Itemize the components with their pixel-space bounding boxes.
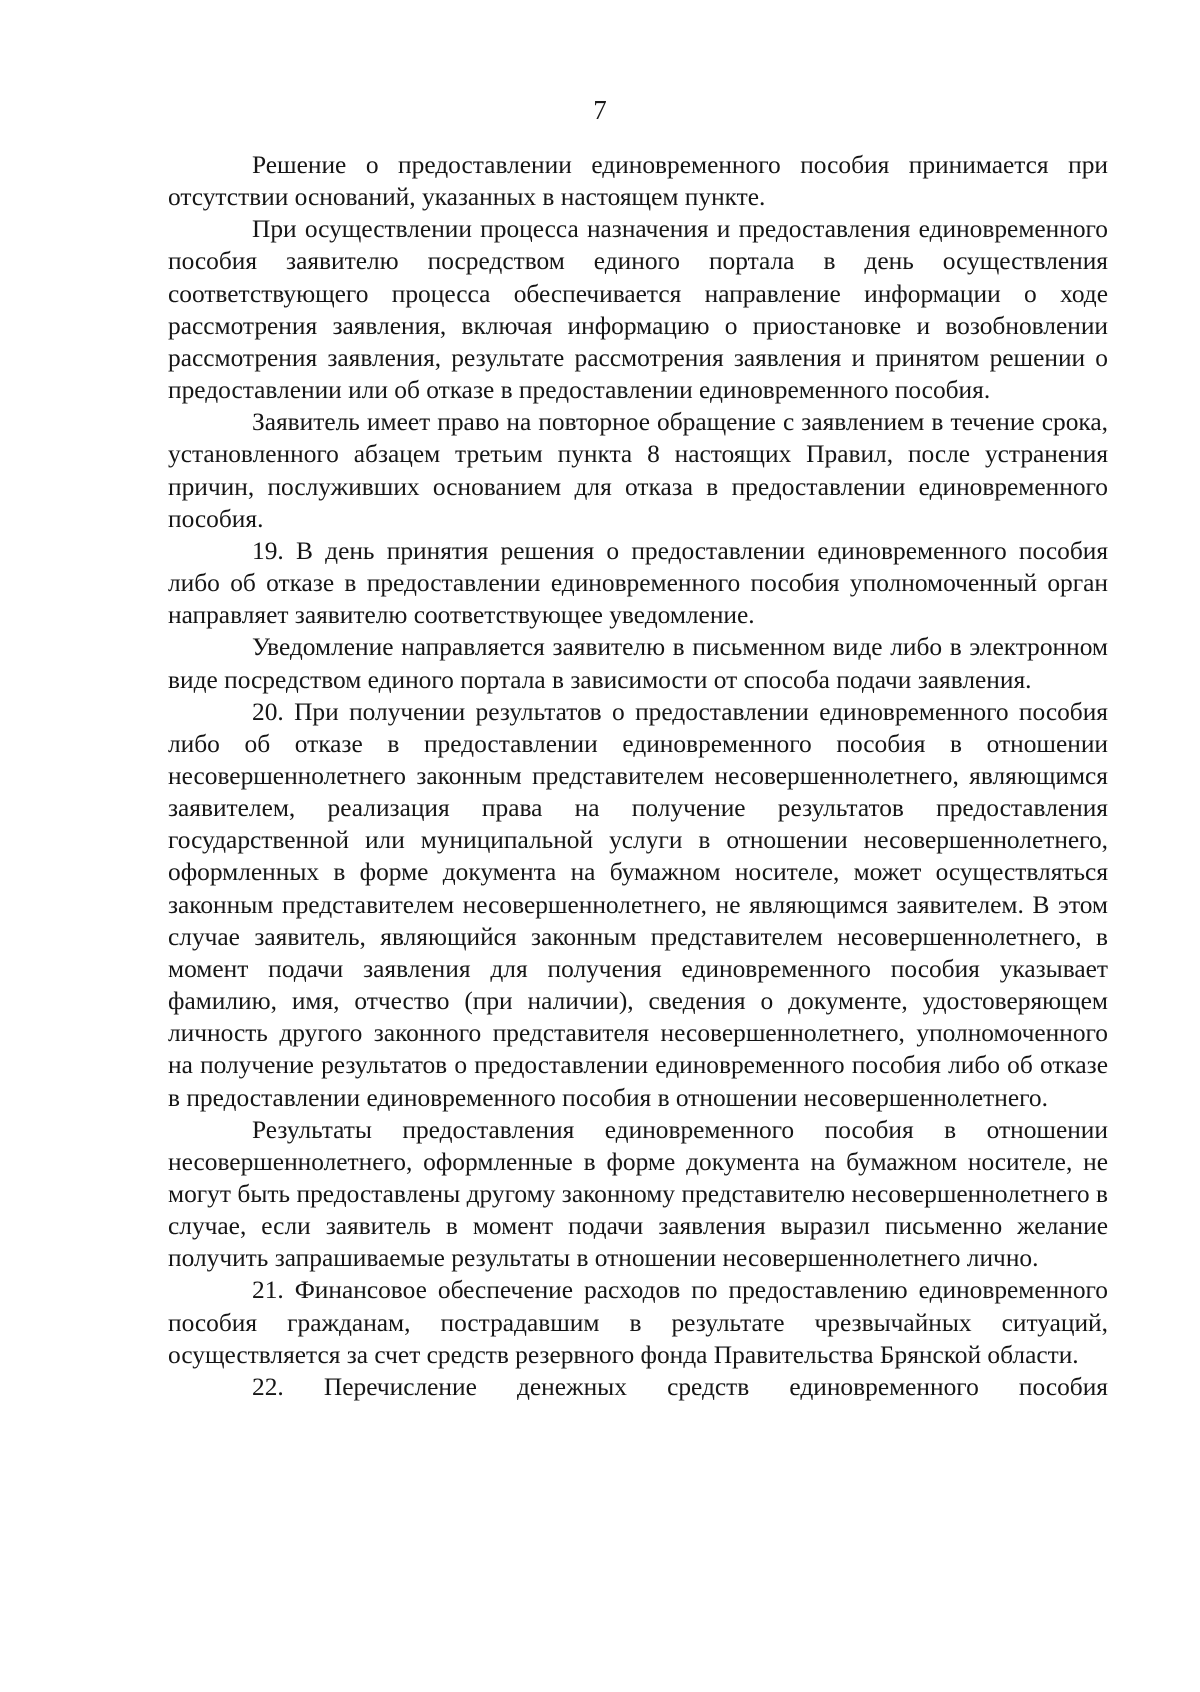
paragraph-portal-notification: При осуществлении процесса назначения и предоставления единовременного пособия заявителю посредством единого портала в день осуществления соответствующего процесса обеспечивается направление информации о ходе рассмотрения заявления, включая информацию о приостановке и возобновлении рассмотрения заявления, результате рассмотрения заявления и принятом решении о предоставлении или об отказе в предоставлении единовременного пособия. bbox=[168, 215, 1108, 405]
page-number: 7 bbox=[593, 95, 607, 125]
paragraph-minor-results: Результаты предоставления единовременного пособия в отношении несовершеннолетнего, оформленные в форме документа на бумажном носителе, не могут быть предоставлены другому законному представителю несовершеннолетнего в случае, если заявитель в момент подачи заявления выразил письменно желание получить запрашиваемые результаты в отношении несовершеннолетнего лично. bbox=[168, 1115, 1108, 1273]
paragraph-decision-conditions: Решение о предоставлении единовременного пособия принимается при отсутствии оснований, указанных в настоящем пункте. bbox=[168, 151, 1108, 212]
paragraph-notice-delivery: Уведомление направляется заявителю в письменном виде либо в электронном виде посредством единого портала в зависимости от способа подачи заявления. bbox=[168, 633, 1108, 694]
document-body bbox=[168, 149, 1108, 1403]
paragraph-item-20: 20. При получении результатов о предоставлении единовременного пособия либо об отказе в предоставлении единовременного пособия в отношении несовершеннолетнего законным представителем несовершеннолетнего, являющимся заявителем, реализация права на получение результатов предоставления государственной или муниципальной услуги в отношении несовершеннолетнего, оформленных в форме документа на бумажном носителе, может осуществляться законным представителем несовершеннолетнего, не являющимся заявителем. В этом случае заявитель, являющийся законным представителем несовершеннолетнего, в момент подачи заявления для получения единовременного пособия указывает фамилию, имя, отчество (при наличии), сведения о документе, удостоверяющем личность другого законного представителя несовершеннолетнего, уполномоченного на получение результатов о предоставлении единовременного пособия либо об отказе в предоставлении единовременного пособия в отношении несовершеннолетнего. bbox=[168, 697, 1108, 1112]
paragraph-item-19: 19. В день принятия решения о предоставлении единовременного пособия либо об отказе в предоставлении единовременного пособия уполномоченный орган направляет заявителю соответствующее уведомление. bbox=[168, 536, 1108, 630]
paragraph-item-22: 22. Перечисление денежных средств единовременного пособия bbox=[252, 1372, 1108, 1401]
paragraph-repeat-application: Заявитель имеет право на повторное обращение с заявлением в течение срока, установленного абзацем третьим пункта 8 настоящих Правил, после устранения причин, послуживших основанием для отказа в предоставлении единовременного пособия. bbox=[168, 408, 1108, 533]
paragraph-item-21: 21. Финансовое обеспечение расходов по предоставлению единовременного пособия гражданам, пострадавшим в результате чрезвычайных ситуаций, осуществляется за счет средств резервного фонда Правительства Брянской области. bbox=[168, 1276, 1108, 1369]
